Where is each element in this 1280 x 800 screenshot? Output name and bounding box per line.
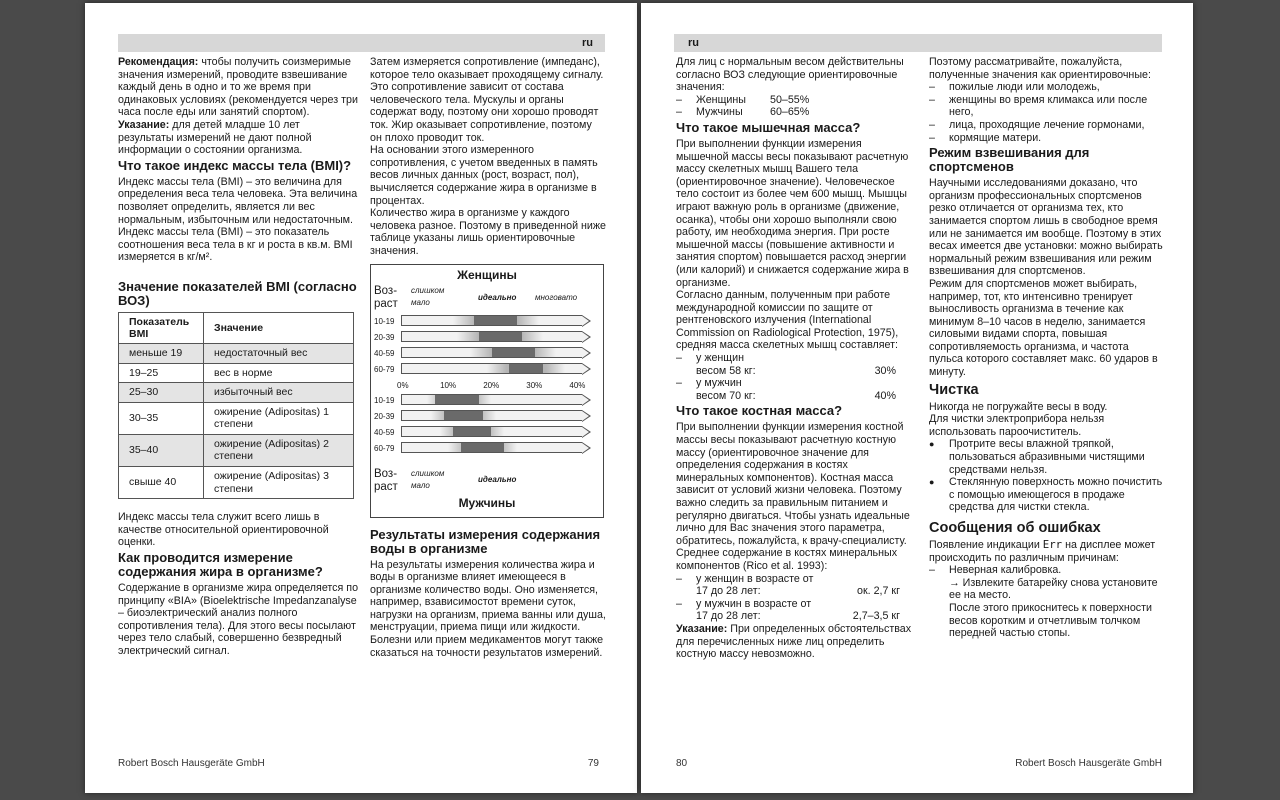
muscle-heading: Что такое мышечная масса? bbox=[676, 119, 861, 135]
page-number: 79 bbox=[587, 758, 599, 769]
axis-tick-label: 30% bbox=[526, 380, 543, 390]
cleaning-paragraph-1: Никогда не погружайте весы в воду. bbox=[929, 400, 1108, 413]
list-item: ● Протрите весы влажной тряпкой, пользоваться абразивными чистящими средствами нельзя. bbox=[929, 438, 1165, 476]
bone-paragraph-1: При выполнении функции измерения костной массы весы показывают расчетную костную массу (ориентировочное значение для определения содержания в костях минеральных компонентов). Костная масса зависит от условий жизни человека. Поэтому важно следить за правильным питанием и регулярно двигаться. Чтобы узнать идеальные лично для Вас значения этого параметра, обратитесь, пожалуйста, к врачу-специалисту. bbox=[676, 421, 910, 547]
women-ideal-band bbox=[509, 364, 543, 373]
women-bar bbox=[401, 331, 591, 342]
bone-note: Указание: При определенных обстоятельствах для перечисленных ниже лиц определить костную массу невозможно. bbox=[676, 622, 912, 661]
page-79 bbox=[85, 3, 637, 793]
men-ideal-band bbox=[453, 427, 492, 436]
table-cell: избыточный вес bbox=[204, 383, 354, 403]
muscle-paragraph-1: При выполнении функции измерения мышечной массы весы показывают расчетную массу скелетных мышц Вашего тела (ориентировочное значение). Человеческое тело состоит из более чем 600 мышц. Мышцы играют важную роль в организме (движение, осанка), чтобы они хорошо выполняли свою работу, им необходима энергия. При росте мышечной массы (повышение активности и занятия спортом) повышается расход энергии (или калорий) и снижается содержание жира в организме. bbox=[676, 137, 909, 289]
list-item: – пожилые люди или молодежь, bbox=[929, 81, 1165, 94]
water-paragraph: На результаты измерения количества жира и воды в организме влияет имеющееся в организме количество воды. Оно изменяется, например, взависимостот времени суток, нагрузки на организм, приема ванны или душа, менструации, приема пищи или жидкости. Болезни или прием медикаментов могут также сказаться на точности результатов измерений. bbox=[370, 558, 606, 659]
fat-heading: Как проводится измерение содержания жира в организме? bbox=[118, 550, 323, 580]
table-cell: меньше 19 bbox=[119, 343, 204, 363]
men-ideal-band bbox=[461, 443, 504, 452]
women-age-label: 10-19 bbox=[374, 316, 395, 326]
table-intro-paragraph: Количество жира в организме у каждого человека разное. Поэтому в приведенной ниже таблице указаны лишь ориентировочные значения. bbox=[370, 207, 606, 257]
category-ideal-bottom: идеально bbox=[478, 474, 517, 484]
women-ideal-band bbox=[474, 316, 517, 325]
right-column-1 bbox=[676, 56, 912, 661]
table-cell: недостаточный вес bbox=[204, 343, 354, 363]
left-column-1 bbox=[118, 56, 358, 658]
bone-heading: Что такое костная масса? bbox=[676, 403, 843, 419]
category-high-top: многовато bbox=[535, 292, 578, 302]
language-tag: ru bbox=[688, 37, 699, 49]
women-age-label: 60-79 bbox=[374, 364, 395, 374]
axis-tick-label: 10% bbox=[440, 380, 457, 390]
list-item: – Неверная калибровка. → Извлеките батарейку снова установите ее на место. После этого прикоснитесь к поверхности весов коротким и отчетливым толчком передней частью стопы. bbox=[929, 564, 1165, 640]
list-item: – у мужчин весом 70 кг: 40% bbox=[676, 377, 912, 402]
cleaning-paragraph-2: Для чистки электроприбора нельзя использовать пароочиститель. bbox=[929, 413, 1105, 438]
list-item: – Мужчины 60–65% bbox=[676, 106, 912, 119]
category-too-low-top: слишком мало bbox=[411, 285, 445, 308]
calc-paragraph: На основании этого измеренного сопротивления, с учетом введенных в память весов личных данных (рост, возраст, пол), вычисляется содержание жира в организме в процентах. bbox=[370, 144, 598, 207]
page-80 bbox=[641, 3, 1193, 793]
age-label-top: Воз- раст bbox=[374, 284, 398, 310]
right-column-2 bbox=[929, 56, 1165, 640]
muscle-paragraph-2: Согласно данным, полученным при работе международной комиссии по защите от рентгеновского излучения (International Commission on Radiological Protection, 1975), средняя масса скелетных мышц составляет: bbox=[676, 289, 899, 352]
fat-paragraph: Содержание в организме жира определяется по принципу «BIA» (Bioelektrische Impedanzanalyse – биоэлектрический анализ полного сопротивления тела). Для этого весы посылают через тело слабый, совершенно безвредный электрический сигнал. bbox=[118, 582, 359, 657]
men-ideal-band bbox=[444, 411, 483, 420]
axis-tick-label: 0% bbox=[397, 380, 409, 390]
sport-paragraph-1: Научными исследованиями доказано, что организм профессиональных спортсменов резко отличается от организма тех, кто занимается спортом лишь в свободное время или не занимается им вообще. Поэтому в этих весах имеется две установки: можно выбирать нормальный режим взвешивания или режим взвешивания для спортсменов. bbox=[929, 177, 1163, 278]
list-item: – у мужчин в возрасте от 17 до 28 лет: 2,7–3,5 кг bbox=[676, 598, 912, 623]
axis-tick-label: 40% bbox=[569, 380, 586, 390]
table-header-cell: Показатель BMI bbox=[119, 312, 204, 343]
chart-title-women: Женщины bbox=[457, 267, 517, 282]
orient-paragraph: Поэтому рассматривайте, пожалуйста, полученные значения как ориентировочные: bbox=[929, 56, 1151, 81]
women-bar bbox=[401, 315, 591, 326]
bmi-table bbox=[118, 312, 354, 499]
table-header-row bbox=[119, 312, 354, 343]
bmi-heading: Что такое индекс массы тела (BMI)? bbox=[118, 157, 352, 173]
women-bar bbox=[401, 347, 591, 358]
table-cell: свыше 40 bbox=[119, 467, 204, 499]
page-header-bar bbox=[674, 34, 1162, 52]
men-age-label: 40-59 bbox=[374, 427, 395, 437]
table-cell: ожирение (Adipositas) 3 степени bbox=[204, 467, 354, 499]
table-cell: 25–30 bbox=[119, 383, 204, 403]
chart-title-men: Мужчины bbox=[458, 495, 516, 510]
table-row bbox=[119, 467, 354, 499]
men-bar bbox=[401, 426, 591, 437]
note: Указание: для детей младше 10 лет результаты измерений не дают полной информации о состоянии организма. bbox=[118, 118, 312, 157]
body-fat-chart bbox=[370, 264, 604, 518]
bmi-paragraph-2: Индекс массы тела (BMI) – это показатель соотношения веса тела в кг и роста в кв.м. BMI измеряется в кг/м². bbox=[118, 226, 353, 264]
category-ideal-top: идеально bbox=[478, 292, 517, 302]
table-row bbox=[119, 363, 354, 383]
impedance-paragraph: Затем измеряется сопротивление (импеданс), которое тело оказывает проходящему сигналу. Это сопротивление зависит от состава человеческого тела. Мускулы и органы содержат воду, поэтому они хорошо проводят ток. Жир оказывает сопротивление, поэтому он плохо проводит ток. bbox=[370, 56, 604, 144]
table-cell: 35–40 bbox=[119, 434, 204, 466]
sport-paragraph-2: Режим для спортсменов может выбирать, например, тот, кто интенсивно тренирует выносливость организма в течение как минимум 8–10 часов в неделю, занимается силовыми видами спорта, повышая сопротивляемость организма, и частота пульса которого составляет макс. 60 ударов в минуту. bbox=[929, 277, 1158, 379]
women-bar bbox=[401, 363, 591, 374]
table-cell: вес в норме bbox=[204, 363, 354, 383]
table-row bbox=[119, 434, 354, 466]
list-item: – женщины во время климакса или после него, bbox=[929, 94, 1165, 119]
women-age-label: 40-59 bbox=[374, 348, 395, 358]
table-row bbox=[119, 383, 354, 403]
who-paragraph: Для лиц с нормальным весом действительны согласно ВОЗ следующие ориентировочные значения: bbox=[676, 56, 904, 94]
table-row bbox=[119, 343, 354, 363]
list-item: – у женщин весом 58 кг: 30% bbox=[676, 352, 912, 377]
age-label-bottom: Воз- раст bbox=[374, 467, 398, 493]
language-tag: ru bbox=[582, 37, 593, 49]
list-item: ● Стеклянную поверхность можно почистить с помощью имеющегося в продаже средства для чистки стекла. bbox=[929, 476, 1165, 514]
left-column-2 bbox=[370, 56, 606, 659]
men-age-label: 60-79 bbox=[374, 443, 395, 453]
men-age-label: 20-39 bbox=[374, 411, 395, 421]
cleaning-heading: Чистка bbox=[929, 381, 979, 398]
table-cell: ожирение (Adipositas) 2 степени bbox=[204, 434, 354, 466]
errors-paragraph: Появление индикации Err на дисплее может происходить по различным причинам: bbox=[929, 538, 1156, 564]
footer-company: Robert Bosch Hausgeräte GmbH bbox=[118, 758, 265, 769]
table-header-cell: Значение bbox=[204, 312, 354, 343]
men-bar bbox=[401, 410, 591, 421]
page-header-bar bbox=[118, 34, 605, 52]
bmi-paragraph-1: Индекс массы тела (BMI) – это величина для определения веса тела человека. Эта величина позволяет определить, является ли вес нормальным, избыточным или недостаточным. bbox=[118, 175, 358, 226]
bone-paragraph-2: Среднее содержание в костях минеральных компонентов (Rico et al. 1993): bbox=[676, 547, 898, 572]
list-item: – лица, проходящие лечение гормонами, bbox=[929, 119, 1165, 132]
men-bar bbox=[401, 442, 591, 453]
table-row bbox=[119, 402, 354, 434]
table-cell: 19–25 bbox=[119, 363, 204, 383]
axis-tick-label: 20% bbox=[483, 380, 500, 390]
women-ideal-band bbox=[479, 332, 522, 341]
after-table-text: Индекс массы тела служит всего лишь в качестве относительной ориентировочной оценки. bbox=[118, 511, 329, 549]
women-ideal-band bbox=[492, 348, 535, 357]
recommendation: Рекомендация: чтобы получить соизмеримые значения измерений, проводите взвешивание каждый день в одно и то же время при одинаковых условиях (рекомендуется через три часа после еды или занятий спортом). bbox=[118, 56, 358, 119]
men-age-label: 10-19 bbox=[374, 395, 395, 405]
list-item: – кормящие матери. bbox=[929, 132, 1165, 145]
errors-heading: Сообщения об ошибках bbox=[929, 520, 1101, 536]
sport-heading: Режим взвешивания для спортсменов bbox=[929, 145, 1090, 175]
men-ideal-band bbox=[435, 395, 478, 404]
table-cell: ожирение (Adipositas) 1 степени bbox=[204, 402, 354, 434]
err-code: Err bbox=[1042, 538, 1063, 551]
water-heading: Результаты измерения содержания воды в организме bbox=[370, 526, 601, 556]
men-bar bbox=[401, 394, 591, 405]
footer-company: Robert Bosch Hausgeräte GmbH bbox=[1015, 758, 1162, 769]
table-cell: 30–35 bbox=[119, 402, 204, 434]
list-item: – у женщин в возрасте от 17 до 28 лет: ок. 2,7 кг bbox=[676, 573, 912, 598]
women-age-label: 20-39 bbox=[374, 332, 395, 342]
category-too-low-bottom: слишком мало bbox=[411, 468, 445, 491]
list-item: – Женщины 50–55% bbox=[676, 94, 912, 107]
page-number: 80 bbox=[676, 758, 688, 769]
bmi-table-heading: Значение показателей BMI (согласно ВОЗ) bbox=[118, 278, 357, 308]
